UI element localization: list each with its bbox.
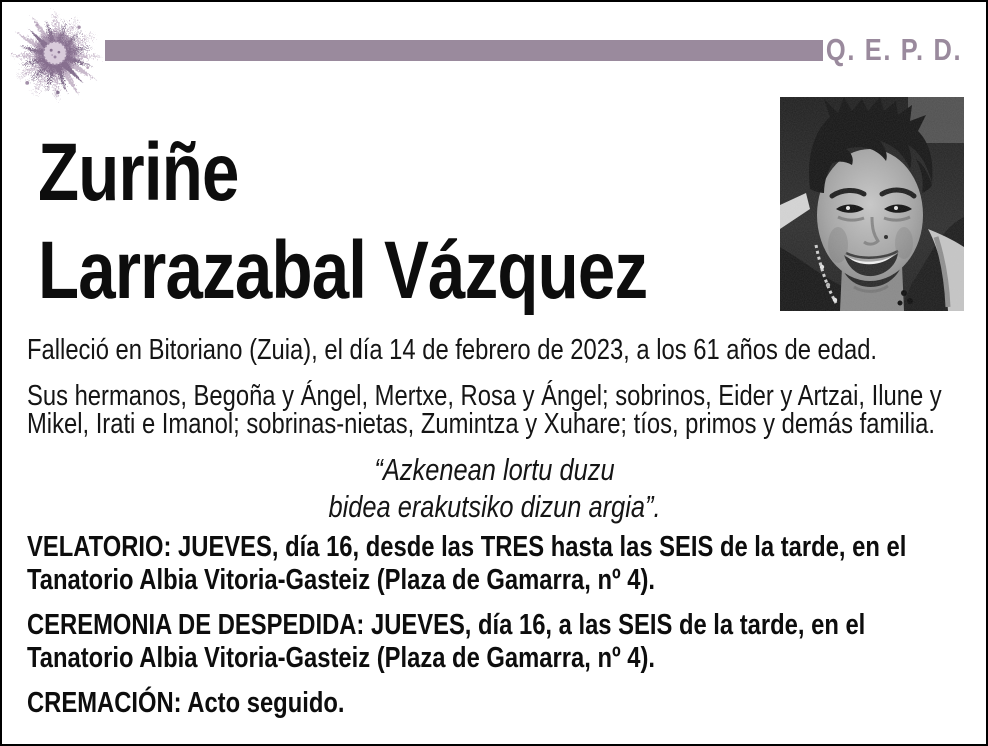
family-line-1: Sus hermanos, Begoña y Ángel, Mertxe, Rosa y Ángel; sobrinos, Eider y Artzai, Ilune y [27, 380, 942, 412]
deceased-name-line1: Zuriñe [38, 127, 239, 218]
qepd-text: Q. E. P. D. [825, 32, 962, 67]
velatorio-line-2: Tanatorio Albia Vitoria-Gasteiz (Plaza de Gamarra, nº 4). [27, 564, 656, 596]
purple-thistle-flower-icon [8, 8, 104, 104]
memorial-quote-line-1: “Azkenean lortu duzu [373, 452, 615, 487]
accent-bar [105, 40, 823, 61]
qepd-label [796, 32, 962, 68]
cremacion-line: CREMACIÓN: Acto seguido. [27, 687, 345, 719]
death-notice-line: Falleció en Bitoriano (Zuia), el día 14 de febrero de 2023, a los 61 años de edad. [27, 334, 878, 366]
memorial-quote-line-2: bidea erakutsiko dizun argia”. [327, 489, 661, 524]
portrait-photo [780, 97, 964, 311]
family-line-2: Mikel, Irati e Imanol; sobrinas-nietas, Zumintza y Xuhare; tíos, primos y demás familia. [27, 408, 935, 440]
ceremonia-line-1: CEREMONIA DE DESPEDIDA: JUEVES, día 16, a las SEIS de la tarde, en el [27, 609, 866, 641]
ceremonia-line-2: Tanatorio Albia Vitoria-Gasteiz (Plaza de Gamarra, nº 4). [27, 642, 656, 674]
velatorio-line-1: VELATORIO: JUEVES, día 16, desde las TRES hasta las SEIS de la tarde, en el [27, 531, 907, 563]
deceased-name-line2: Larrazabal Vázquez [38, 225, 648, 316]
